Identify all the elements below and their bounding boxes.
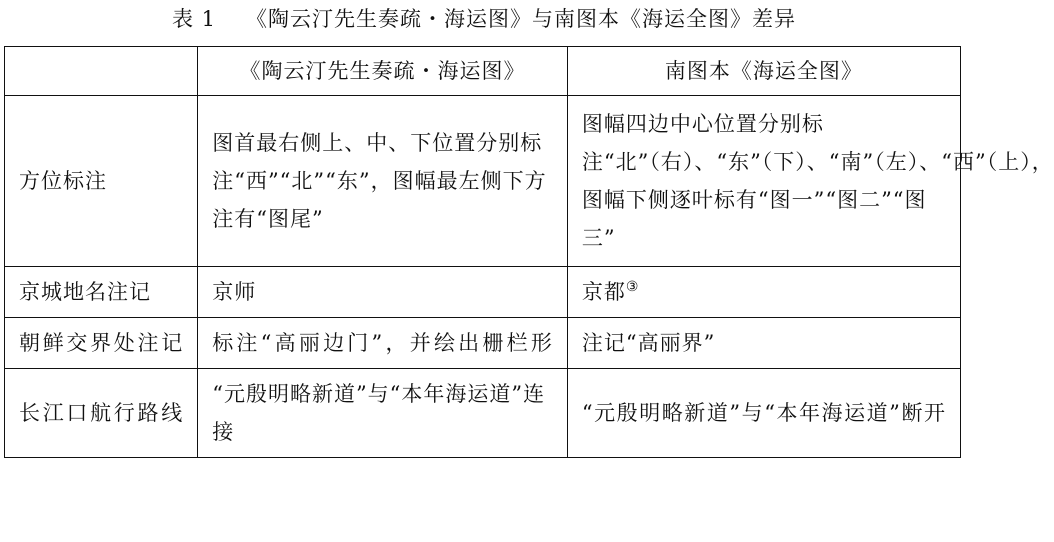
table-cell: 图幅四边中心位置分别标注“北”（右）、“东”（下）、“南”（左）、“西”（上），图幅下侧逐叶标有“图一”“图二”“图三” <box>567 96 960 267</box>
table-number: 表 1 <box>171 7 217 31</box>
row-label: 长江口航行路线 <box>5 369 198 458</box>
row-label: 朝鲜交界处注记 <box>5 318 198 369</box>
row-label: 京城地名注记 <box>5 267 198 318</box>
header-cell-tao-map: 《陶云汀先生奏疏・海运图》 <box>198 47 568 96</box>
table-cell: 京师 <box>198 267 568 318</box>
row-label: 方位标注 <box>5 96 198 267</box>
table-cell: 标注“高丽边门”，并绘出栅栏形 <box>198 318 568 369</box>
table-row <box>5 318 961 369</box>
table-cell: 注记“高丽界” <box>567 318 960 369</box>
header-cell-empty <box>5 47 198 96</box>
table-row <box>5 267 961 318</box>
table-cell <box>567 267 960 318</box>
footnote-marker: ③ <box>625 279 640 295</box>
comparison-table <box>4 46 1054 458</box>
table-cell: 图首最右侧上、中、下位置分别标注“西”“北”“东”，图幅最左侧下方注有“图尾” <box>198 96 568 267</box>
table-row <box>5 96 961 267</box>
table-cell: “元殷明略新道”与“本年海运道”断开 <box>567 369 960 458</box>
table-row <box>5 369 961 458</box>
table-caption <box>0 4 968 34</box>
table-cell: “元殷明略新道”与“本年海运道”连接 <box>198 369 568 458</box>
header-cell-nantu-map: 南图本《海运全图》 <box>567 47 960 96</box>
table-header-row <box>5 47 961 96</box>
table-title: 《陶云汀先生奏疏・海运图》与南图本《海运全图》差异 <box>246 7 797 31</box>
cell-text: 京都 <box>581 280 626 304</box>
